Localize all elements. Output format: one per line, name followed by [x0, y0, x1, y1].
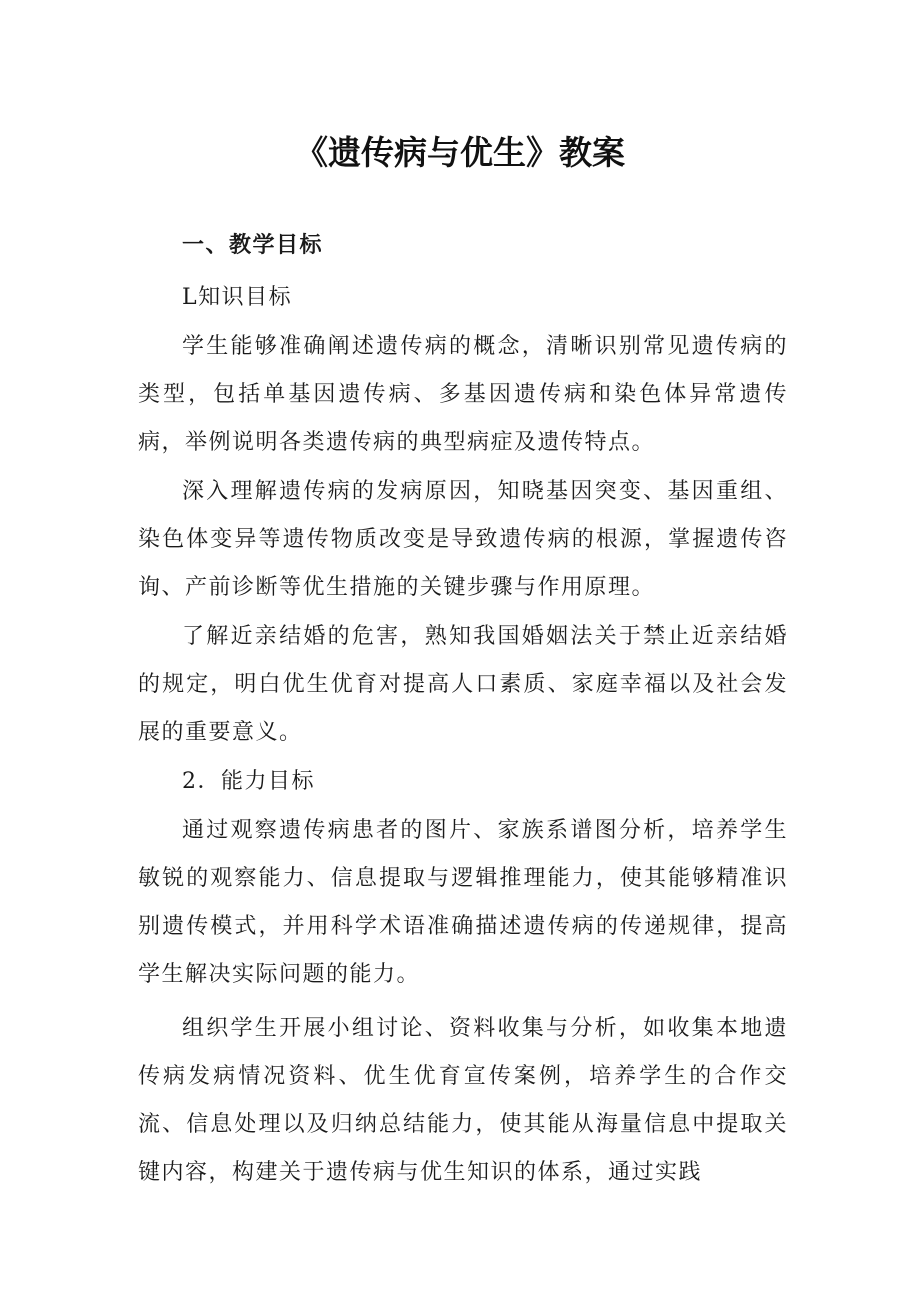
paragraph-ability-2: 组织学生开展小组讨论、资料收集与分析，如收集本地遗传病发病情况资料、优生优育宣传案例，培养学生的合作交流、信息处理以及归纳总结能力，使其能从海量信息中提取关键内容，构建关于遗传病与优生知识的体系，通过实践: [138, 1016, 788, 1185]
paragraph-ability-1: 通过观察遗传病患者的图片、家族系谱图分析，培养学生敏锐的观察能力、信息提取与逻辑推理能力，使其能够精准识别遗传模式，并用科学术语准确描述遗传病的传递规律，提高学生解决实际问题的能力。: [138, 818, 788, 987]
paragraph-knowledge-3: 了解近亲结婚的危害，熟知我国婚姻法关于禁止近亲结婚的规定，明白优生优育对提高人口素质、家庭幸福以及社会发展的重要意义。: [138, 624, 788, 745]
subheading-knowledge-goals: L知识目标: [182, 285, 293, 310]
document-body: [138, 222, 788, 1198]
document-title: 《遗传病与优生》教案: [295, 133, 625, 172]
subheading-ability-goals: 2．能力目标: [182, 769, 315, 794]
paragraph-knowledge-2: 深入理解遗传病的发病原因，知晓基因突变、基因重组、染色体变异等遗传物质改变是导致遗传病的根源，掌握遗传咨询、产前诊断等优生措施的关键步骤与作用原理。: [138, 479, 788, 600]
paragraph-knowledge-1: 学生能够准确阐述遗传病的概念，清晰识别常见遗传病的类型，包括单基因遗传病、多基因遗传病和染色体异常遗传病，举例说明各类遗传病的典型病症及遗传特点。: [138, 334, 788, 455]
section-heading-teaching-goals: 一、教学目标: [182, 233, 324, 258]
